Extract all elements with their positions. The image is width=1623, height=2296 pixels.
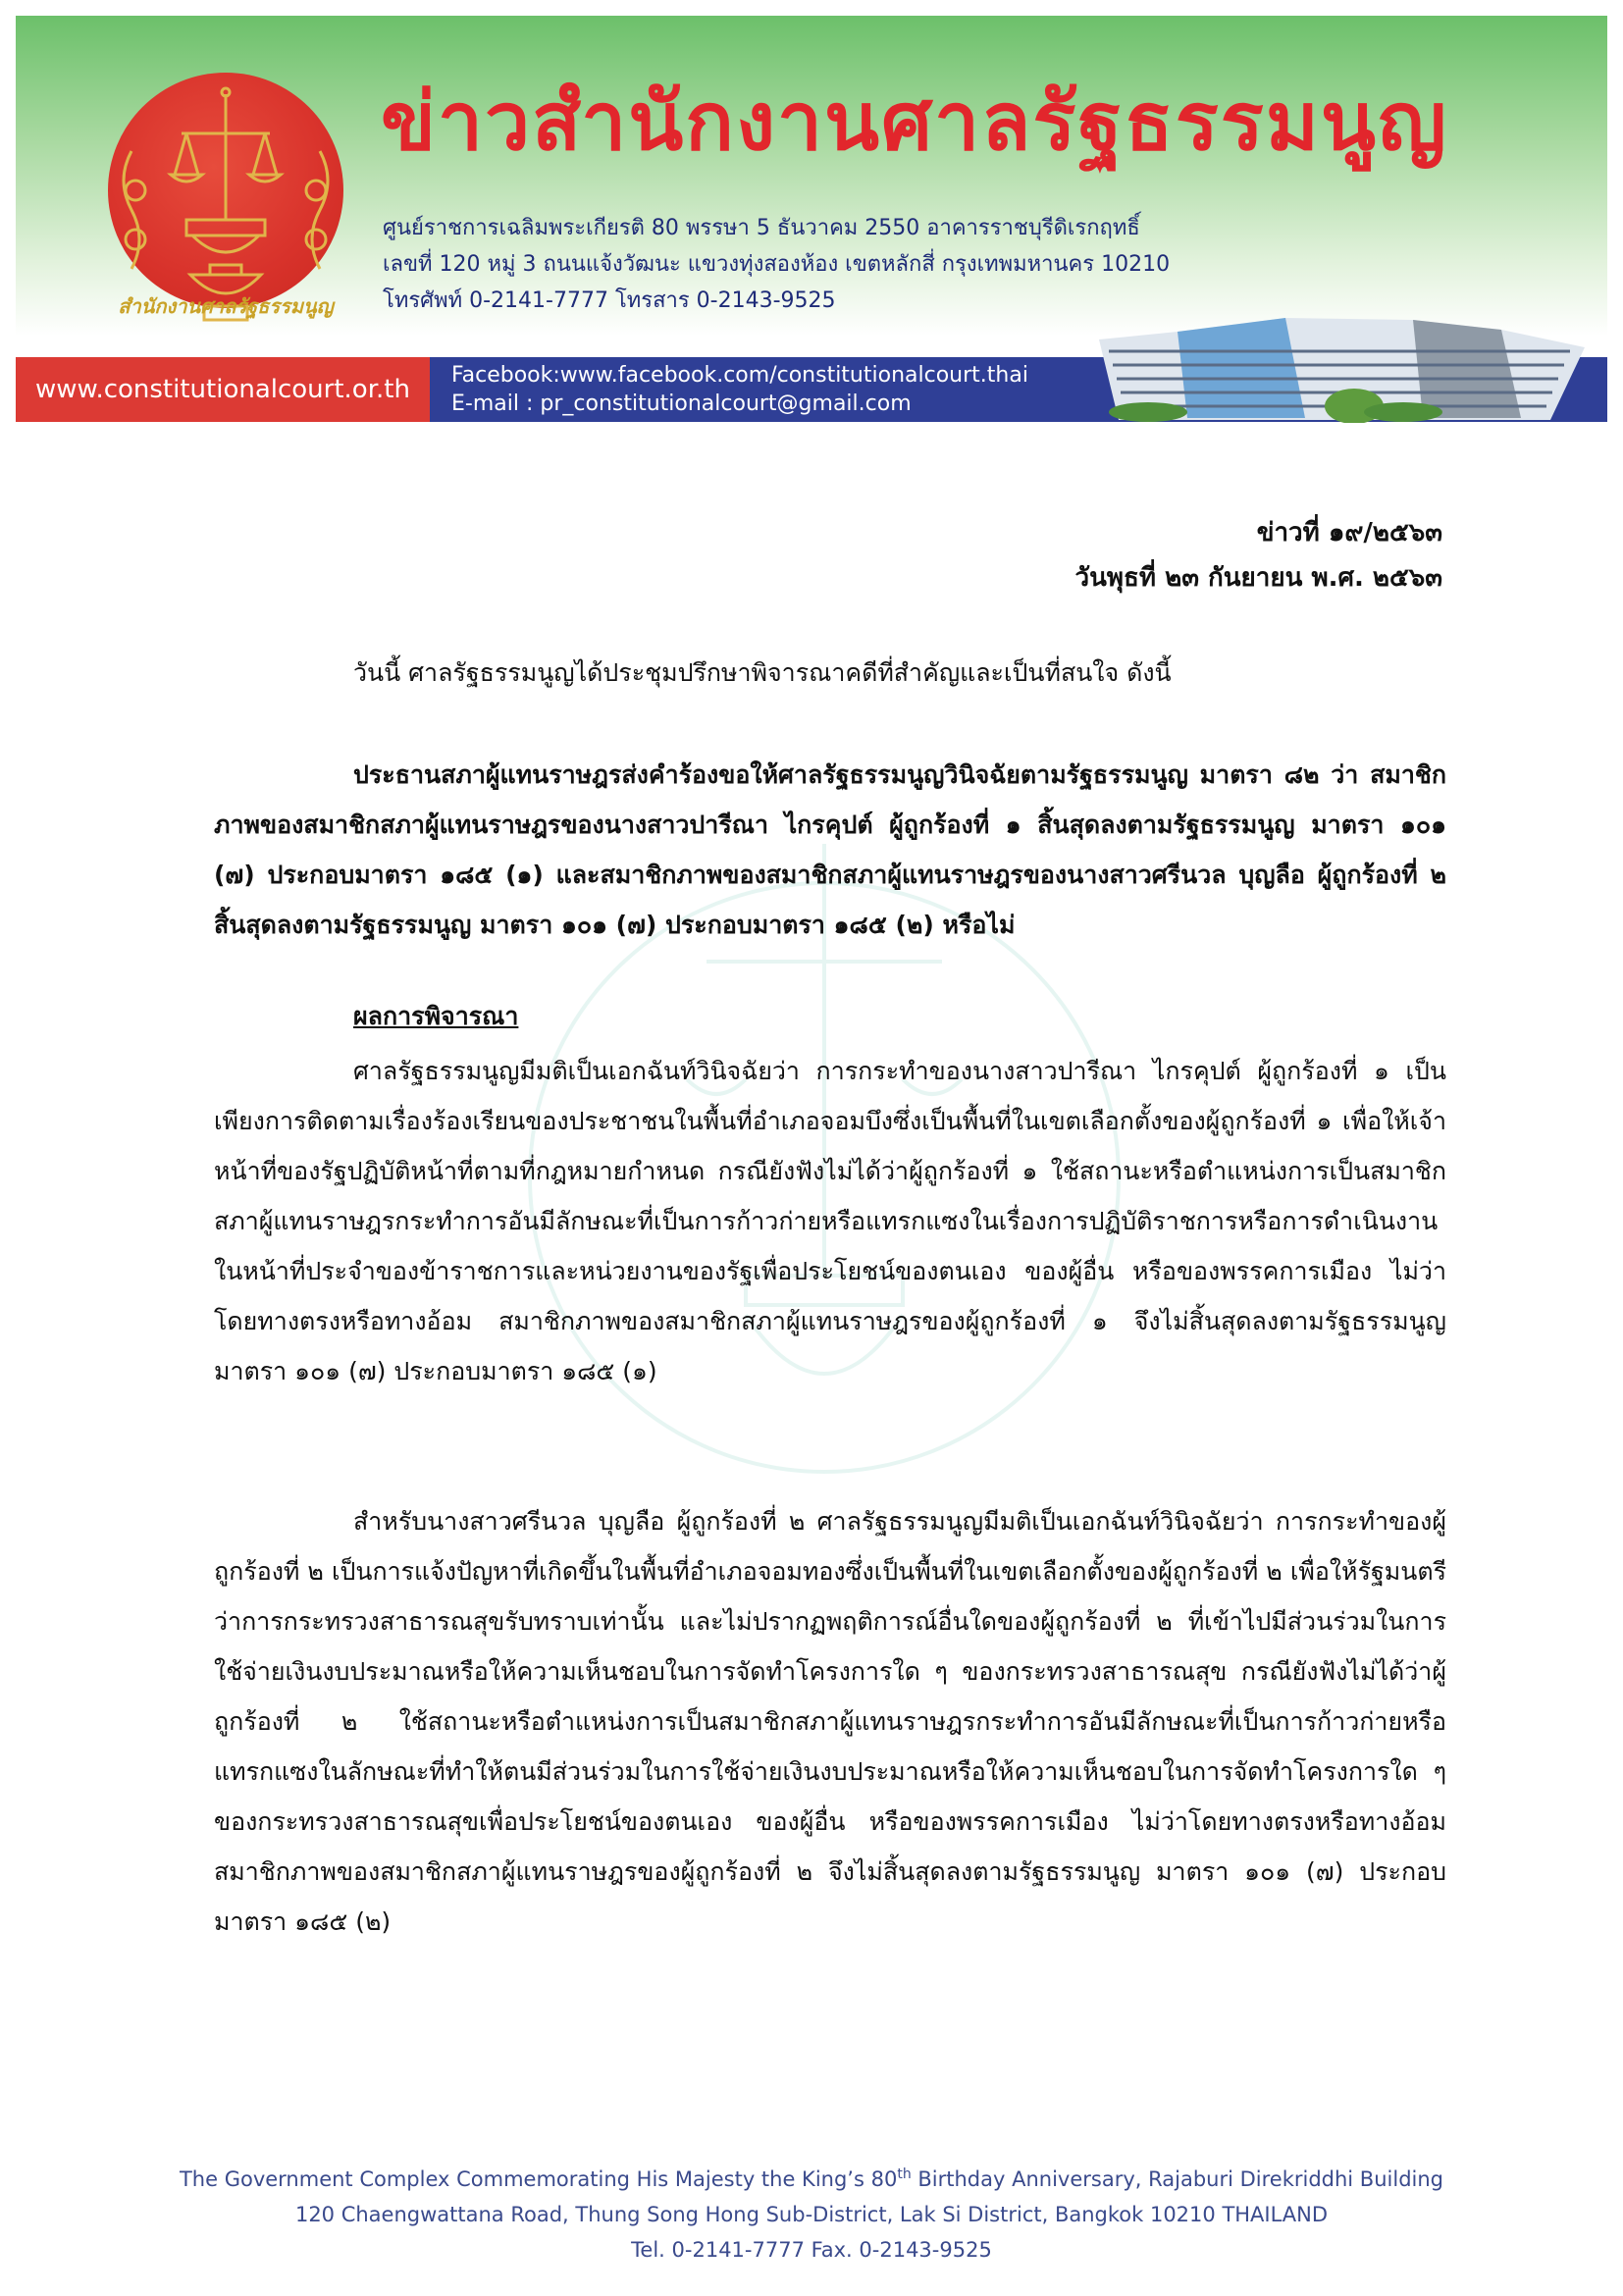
section-heading-results: ผลการพิจารณา bbox=[353, 1002, 519, 1030]
email-link[interactable]: E-mail : pr_constitutionalcourt@gmail.com bbox=[451, 391, 912, 416]
website-bar bbox=[16, 357, 430, 422]
document-meta bbox=[1075, 510, 1443, 600]
address-line: เลขที่ 120 หมู่ 3 ถนนแจ้งวัฒนะ แขวงทุ่งสองห้อง เขตหลักสี่ กรุงเทพมหานคร 10210 bbox=[383, 252, 1171, 277]
news-number: ข่าวที่ ๑๙/๒๕๖๓ bbox=[1256, 518, 1442, 548]
letterhead-footer bbox=[0, 2157, 1623, 2268]
address-line: ศูนย์ราชการเฉลิมพระเกียรติ 80 พรรษา 5 ธันวาคม 2550 อาคารราชบุรีดิเรกฤทธิ์ bbox=[383, 216, 1140, 240]
footer-line-phone: Tel. 0-2141-7777 Fax. 0-2143-9525 bbox=[631, 2238, 992, 2262]
footer-line-building bbox=[0, 2157, 1623, 2197]
court-building-illustration bbox=[1089, 310, 1590, 423]
footer-superscript: th bbox=[897, 2166, 912, 2182]
facebook-link[interactable]: Facebook:www.facebook.com/constitutionalcourt.thai bbox=[451, 363, 1028, 388]
case-subject: ประธานสภาผู้แทนราษฎรส่งคำร้องขอให้ศาลรัฐธรรมนูญวินิจฉัยตามรัฐธรรมนูญ มาตรา ๘๒ ว่า สมาชิกภาพของสมาชิกสภาผู้แทนราษฎรของนางสาวปารีณา ไกรคุปต์ ผู้ถูกร้องที่ ๑ สิ้นสุดลงตามรัฐธรรมนูญ มาตรา ๑๐๑ (๗) ประกอบมาตรา ๑๘๕ (๑) และสมาชิกภาพของสมาชิกสภาผู้แทนราษฎรของนางสาวศรีนวล บุญลือ ผู้ถูกร้องที่ ๒ สิ้นสุดลงตามรัฐธรรมนูญ มาตรา ๑๐๑ (๗) ประกอบมาตรา ๑๘๕ (๒) หรือไม่ bbox=[214, 760, 1446, 939]
footer-building-text-tail: Birthday Anniversary, Rajaburi Direkriddhi Building bbox=[911, 2167, 1444, 2191]
footer-building-text: The Government Complex Commemorating His Majesty the King’s 80 bbox=[179, 2167, 898, 2191]
masthead-title: ข่าวสำนักงานศาลรัฐธรรมนูญ bbox=[381, 76, 1448, 169]
contact-block bbox=[451, 361, 1028, 418]
letterhead-banner bbox=[16, 16, 1607, 426]
intro-paragraph: วันนี้ ศาลรัฐธรรมนูญได้ประชุมปรึกษาพิจารณาคดีที่สำคัญและเป็นที่สนใจ ดังนี้ bbox=[353, 658, 1172, 687]
phone-fax-line: โทรศัพท์ 0-2141-7777 โทรสาร 0-2143-9525 bbox=[383, 288, 836, 313]
website-link[interactable]: www.constitutionalcourt.or.th bbox=[35, 375, 410, 404]
masthead-address bbox=[383, 210, 1170, 319]
ruling-paragraph-respondent-1: ศาลรัฐธรรมนูญมีมติเป็นเอกฉันท์วินิจฉัยว่า การกระทำของนางสาวปารีณา ไกรคุปต์ ผู้ถูกร้องที่ ๑ เป็นเพียงการติดตามเรื่องร้องเรียนของประชาชนในพื้นที่อำเภอจอมบึงซึ่งเป็นพื้นที่ในเขตเลือกตั้งของผู้ถูกร้องที่ ๑ เพื่อให้เจ้าหน้าที่ของรัฐปฏิบัติหน้าที่ตามที่กฎหมายกำหนด กรณียังฟังไม่ได้ว่าผู้ถูกร้องที่ ๑ ใช้สถานะหรือตำแหน่งการเป็นสมาชิกสภาผู้แทนราษฎรกระทำการอันมีลักษณะที่เป็นการก้าวก่ายหรือแทรกแซงในเรื่องการปฏิบัติราชการหรือการดำเนินงานในหน้าที่ประจำของข้าราชการและหน่วยงานของรัฐเพื่อประโยชน์ของตนเอง ของผู้อื่น หรือของพรรคการเมือง ไม่ว่าโดยทางตรงหรือทางอ้อม สมาชิกภาพของสมาชิกสภาผู้แทนราษฎรของผู้ถูกร้องที่ ๑ จึงไม่สิ้นสุดลงตามรัฐธรรมนูญ มาตรา ๑๐๑ (๗) ประกอบมาตรา ๑๘๕ (๑) bbox=[214, 1057, 1446, 1385]
news-date: วันพุธที่ ๒๓ กันยายน พ.ศ. ๒๕๖๓ bbox=[1074, 563, 1442, 593]
seal-caption: สำนักงานศาลรัฐธรรมนูญ bbox=[118, 294, 334, 318]
court-seal-logo bbox=[88, 73, 363, 347]
ruling-paragraph-respondent-2: สำหรับนางสาวศรีนวล บุญลือ ผู้ถูกร้องที่ ๒ ศาลรัฐธรรมนูญมีมติเป็นเอกฉันท์วินิจฉัยว่า การกระทำของผู้ถูกร้องที่ ๒ เป็นการแจ้งปัญหาที่เกิดขึ้นในพื้นที่อำเภอจอมทองซึ่งเป็นพื้นที่ในเขตเลือกตั้งของผู้ถูกร้องที่ ๒ เพื่อให้รัฐมนตรีว่าการกระทรวงสาธารณสุขรับทราบเท่านั้น และไม่ปรากฏพฤติการณ์อื่นใดของผู้ถูกร้องที่ ๒ ที่เข้าไปมีส่วนร่วมในการใช้จ่ายเงินงบประมาณหรือให้ความเห็นชอบในการจัดทำโครงการใด ๆ ของกระทรวงสาธารณสุข กรณียังฟังไม่ได้ว่าผู้ถูกร้องที่ ๒ ใช้สถานะหรือตำแหน่งการเป็นสมาชิกสภาผู้แทนราษฎรกระทำการอันมีลักษณะที่เป็นการก้าวก่ายหรือแทรกแซงในลักษณะที่ทำให้ตนมีส่วนร่วมในการใช้จ่ายเงินงบประมาณหรือให้ความเห็นชอบในการจัดทำโครงการใด ๆ ของกระทรวงสาธารณสุขเพื่อประโยชน์ของตนเอง ของผู้อื่น หรือของพรรคการเมือง ไม่ว่าโดยทางตรงหรือทางอ้อม สมาชิกภาพของสมาชิกสภาผู้แทนราษฎรของผู้ถูกร้องที่ ๒ จึงไม่สิ้นสุดลงตามรัฐธรรมนูญ มาตรา ๑๐๑ (๗) ประกอบมาตรา ๑๘๕ (๒) bbox=[214, 1507, 1446, 1936]
footer-line-address: 120 Chaengwattana Road, Thung Song Hong Sub-District, Lak Si District, Bangkok 10210 THAILAND bbox=[294, 2203, 1329, 2226]
